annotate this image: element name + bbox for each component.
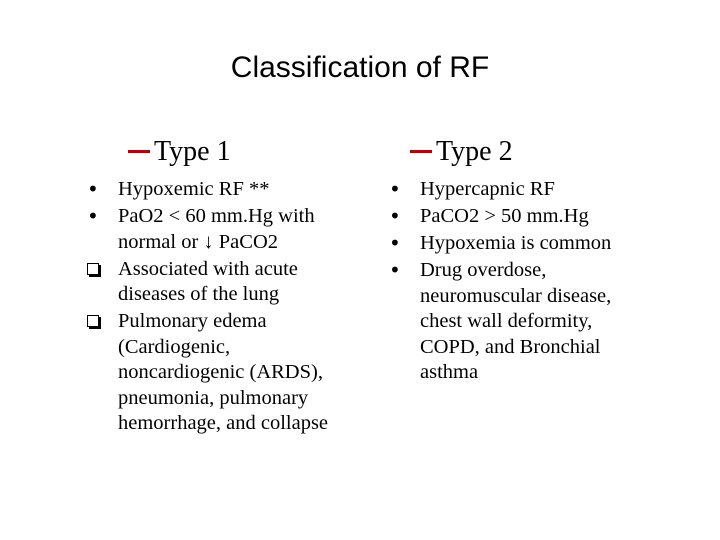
list-item-line: noncardiogenic (ARDS), bbox=[118, 361, 323, 383]
list-item-line: hemorrhage, and collapse bbox=[118, 412, 329, 434]
list-item bbox=[84, 257, 384, 308]
type2-heading-label: Type 2 bbox=[436, 136, 513, 167]
type2-list bbox=[386, 177, 686, 387]
list-item bbox=[386, 231, 686, 257]
bullet-icon bbox=[87, 177, 107, 204]
bullet-icon bbox=[389, 177, 409, 204]
list-item-line: asthma bbox=[420, 361, 479, 383]
checkbox-bullet-icon bbox=[87, 315, 99, 327]
list-item-line: normal or ↓ PaCO2 bbox=[118, 230, 278, 253]
bullet-icon bbox=[389, 204, 409, 231]
type1-heading bbox=[128, 134, 231, 170]
list-item bbox=[84, 204, 384, 255]
list-item bbox=[386, 258, 686, 386]
type2-heading bbox=[410, 134, 513, 170]
list-item bbox=[84, 177, 384, 203]
slide-title: Classification of RF bbox=[230, 51, 490, 84]
list-item-line: PaO2 < 60 mm.Hg with bbox=[118, 205, 315, 227]
dash-icon bbox=[128, 150, 150, 153]
bullet-icon bbox=[389, 231, 409, 258]
list-item-line: neuromuscular disease, bbox=[420, 284, 612, 307]
list-item-line: diseases of the lung bbox=[118, 283, 280, 305]
list-item bbox=[386, 177, 686, 203]
dash-icon bbox=[410, 150, 432, 153]
bullet-icon bbox=[389, 258, 409, 285]
list-item-line: Hypoxemia is common bbox=[420, 232, 612, 254]
list-item bbox=[84, 309, 384, 437]
list-item-line: Hypercapnic RF bbox=[420, 178, 555, 200]
bullet-icon bbox=[87, 204, 107, 231]
type1-list bbox=[84, 177, 384, 438]
list-item-line: (Cardiogenic, bbox=[118, 335, 231, 358]
checkbox-bullet-icon bbox=[87, 263, 99, 275]
list-item-line: Drug overdose, bbox=[420, 259, 547, 281]
list-item-line: chest wall deformity, bbox=[420, 310, 593, 332]
list-item-line: Pulmonary edema bbox=[118, 310, 267, 332]
type1-heading-label: Type 1 bbox=[154, 136, 231, 167]
list-item-line: Hypoxemic RF ** bbox=[118, 178, 270, 200]
list-item-line: COPD, and Bronchial bbox=[420, 335, 601, 358]
list-item-line: pneumonia, pulmonary bbox=[118, 386, 309, 409]
list-item-line: Associated with acute bbox=[118, 257, 298, 280]
list-item-line: PaCO2 > 50 mm.Hg bbox=[420, 205, 589, 227]
list-item bbox=[386, 204, 686, 230]
